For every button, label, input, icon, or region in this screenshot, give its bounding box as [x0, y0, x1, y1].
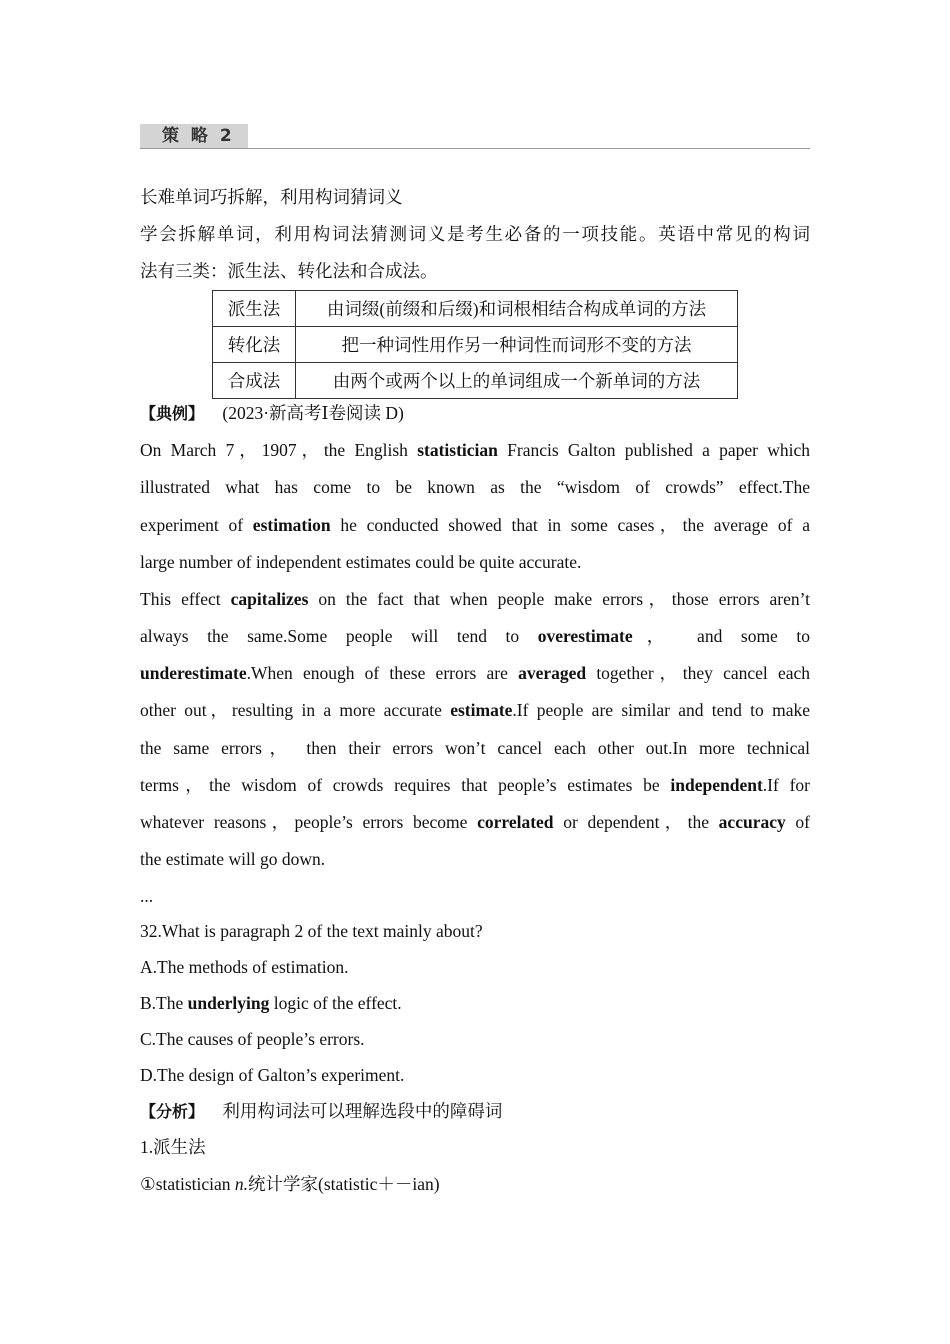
method-name: 转化法 — [213, 327, 296, 363]
analysis-heading — [140, 1100, 810, 1123]
key-word: underlying — [187, 993, 270, 1013]
passage-line: On March 7，1907，the English statistician Francis Galton published a paper which — [140, 440, 810, 460]
passage-line: underestimate.When enough of these errors are averaged together，they cancel each — [140, 663, 810, 683]
analysis-item: ①statistician n.统计学家(statistic＋－ian) — [140, 1174, 440, 1194]
strategy-header — [140, 124, 810, 149]
example-label: 【典例】 — [140, 404, 205, 423]
key-word: independent — [670, 775, 763, 795]
table-row — [213, 291, 738, 327]
method-name: 派生法 — [213, 291, 296, 327]
passage-line: experiment of estimation he conducted showed that in some cases，the average of a — [140, 515, 811, 535]
passage-line: the estimate will go down. — [140, 849, 326, 869]
table-row — [213, 363, 738, 399]
key-word: overestimate — [537, 626, 633, 646]
example-source: (2023·新高考Ⅰ卷阅读 D) — [222, 403, 404, 423]
table-row — [213, 327, 738, 363]
passage-line: terms，the wisdom of crowds requires that people’s estimates be independent.If for — [140, 775, 810, 795]
passage-line: other out，resulting in a more accurate estimate.If people are similar and tend to make — [140, 700, 810, 720]
passage-line: large number of independent estimates could be quite accurate. — [140, 552, 582, 572]
passage-line: This effect capitalizes on the fact that when people make errors，those errors aren’t — [140, 589, 810, 609]
strategy-label: 策 略 2 — [140, 124, 248, 148]
word-formation-table — [212, 290, 738, 399]
option-d: D.The design of Galton’s experiment. — [140, 1065, 405, 1085]
passage-line: illustrated what has come to be known as the “wisdom of crowds” effect.The — [140, 477, 810, 497]
method-name: 合成法 — [213, 363, 296, 399]
key-word: underestimate — [140, 663, 247, 683]
method-desc: 由词缀(前缀和后缀)和词根相结合构成单词的方法 — [296, 291, 738, 327]
option-b: B.The underlying logic of the effect. — [140, 993, 402, 1013]
key-word: estimation — [252, 515, 331, 535]
key-word: correlated — [477, 812, 554, 832]
analysis-text: 利用构词法可以理解选段中的障碍词 — [222, 1101, 503, 1121]
method-desc: 由两个或两个以上的单词组成一个新单词的方法 — [296, 363, 738, 399]
question-stem: 32.What is paragraph 2 of the text mainly about? — [140, 921, 483, 941]
example-heading — [140, 402, 810, 425]
option-c: C.The causes of people’s errors. — [140, 1029, 365, 1049]
analysis-section-title: 1.派生法 — [140, 1137, 206, 1157]
key-word: estimate — [450, 700, 513, 720]
key-word: accuracy — [718, 812, 786, 832]
passage-line: whatever reasons，people’s errors become correlated or dependent，the accuracy of — [140, 812, 811, 832]
intro-title: 长难单词巧拆解，利用构词猜词义 — [140, 187, 403, 207]
key-word: averaged — [518, 663, 587, 683]
intro-para-line: 学会拆解单词，利用构词法猜测词义是考生必备的一项技能。英语中常见的构词 — [140, 224, 810, 244]
option-a: A.The methods of estimation. — [140, 957, 349, 977]
method-desc: 把一种词性用作另一种词性而词形不变的方法 — [296, 327, 738, 363]
passage-ellipsis: ... — [140, 886, 154, 906]
passage-line: always the same.Some people will tend to overestimate， and some to — [140, 626, 810, 646]
passage-line: the same errors， then their errors won’t cancel each other out.In more technical — [140, 738, 810, 758]
analysis-label: 【分析】 — [140, 1102, 205, 1121]
intro-para-line: 法有三类：派生法、转化法和合成法。 — [140, 261, 438, 281]
key-word: statistician — [417, 440, 498, 460]
key-word: capitalizes — [230, 589, 309, 609]
